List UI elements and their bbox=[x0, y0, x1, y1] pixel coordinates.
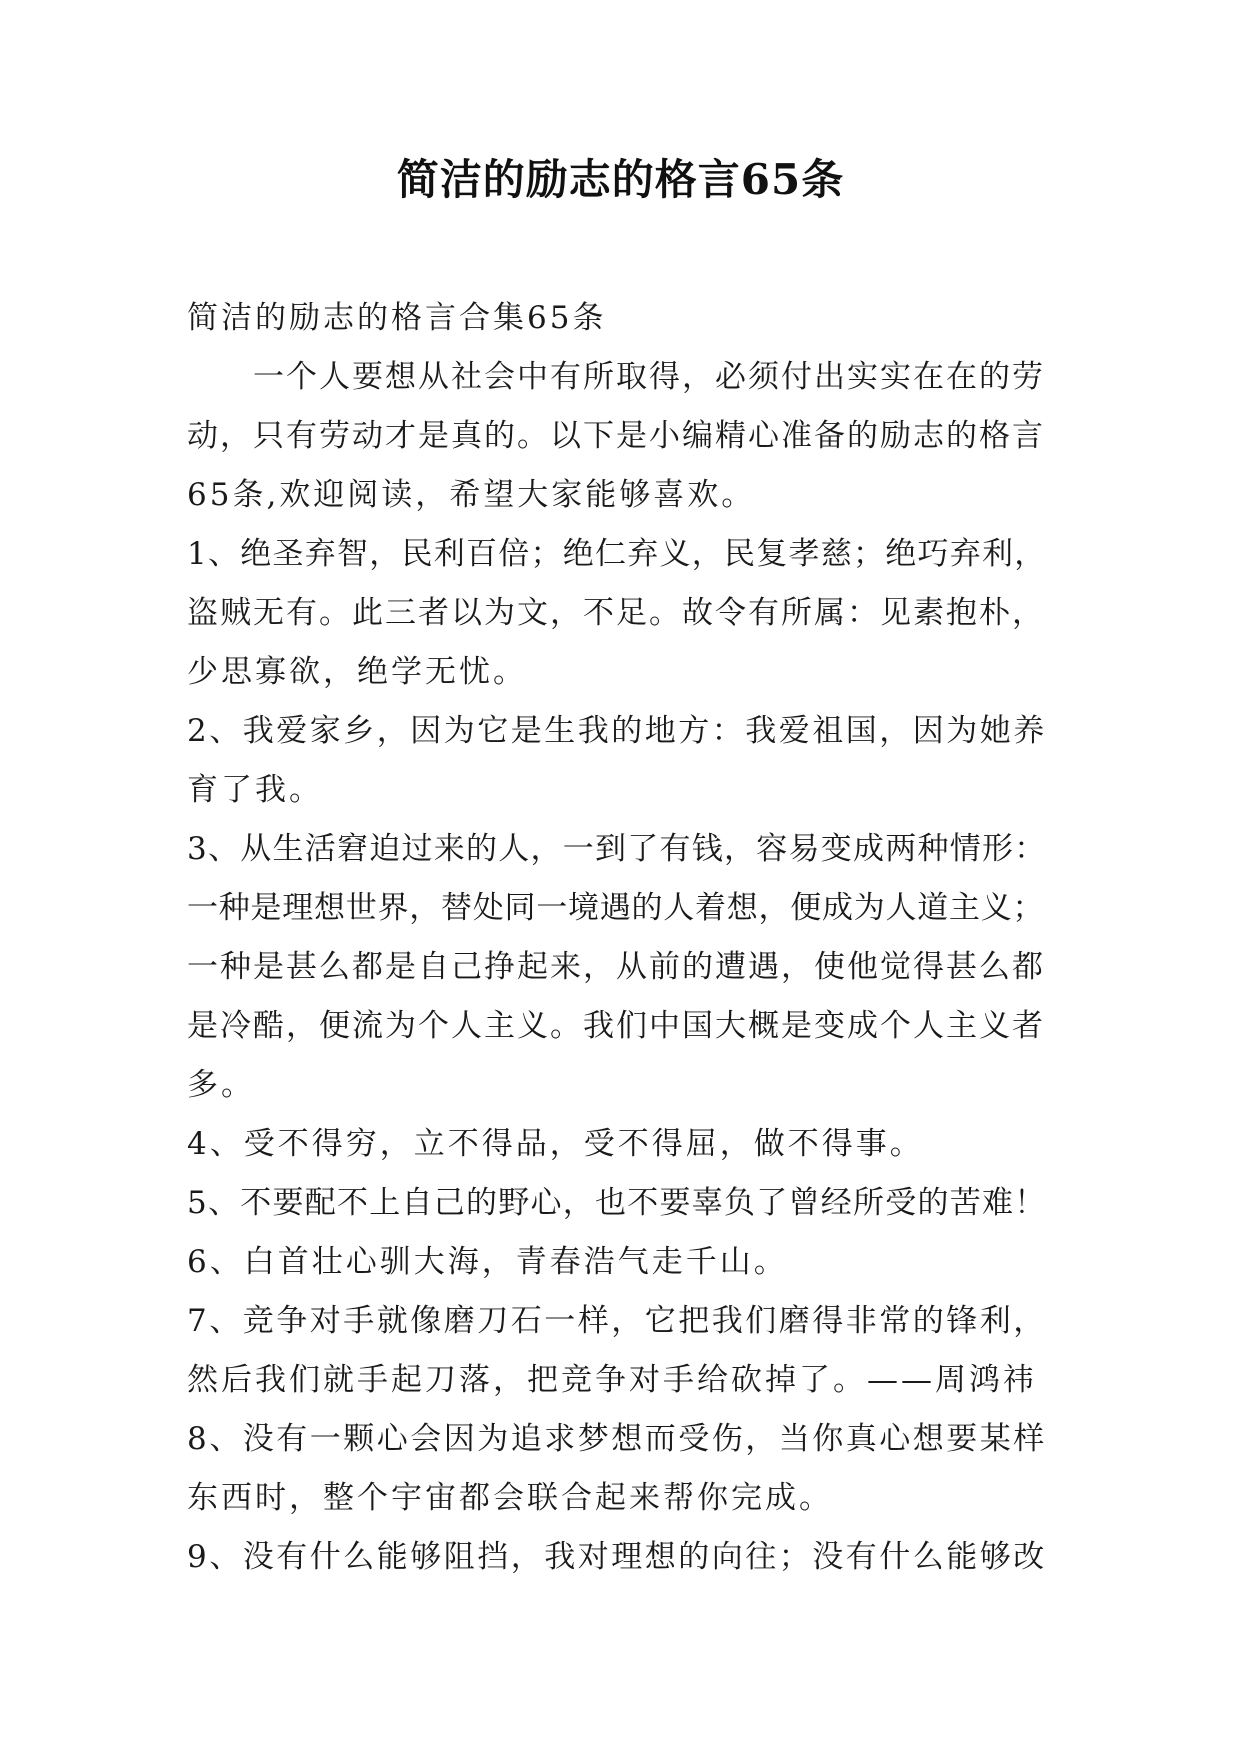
quote-line: 然后我们就手起刀落，把竞争对手给砍掉了。——周鸿祎 bbox=[187, 1362, 1037, 1398]
quote-line: 少思寡欲，绝学无忧。 bbox=[187, 654, 527, 690]
quote-line: 5、不要配不上自己的野心，也不要辜负了曾经所受的苦难！ bbox=[187, 1185, 1047, 1221]
quote-line: 3、从生活窘迫过来的人，一到了有钱，容易变成两种情形： bbox=[187, 831, 1047, 867]
intro-line: 65条,欢迎阅读，希望大家能够喜欢。 bbox=[187, 477, 756, 513]
quote-line: 东西时，整个宇宙都会联合起来帮你完成。 bbox=[187, 1480, 833, 1516]
document-title: 简洁的励志的格言65条 bbox=[396, 155, 845, 204]
quote-line: 一种是理想世界，替处同一境遇的人着想，便成为人道主义； bbox=[187, 890, 1045, 926]
quote-line: 9、没有什么能够阻挡，我对理想的向往；没有什么能够改 bbox=[187, 1539, 1047, 1575]
quote-line: 1、绝圣弃智，民利百倍；绝仁弃义，民复孝慈；绝巧弃利， bbox=[187, 536, 1047, 572]
quote-line: 7、竞争对手就像磨刀石一样，它把我们磨得非常的锋利， bbox=[187, 1303, 1047, 1339]
intro-line: 动，只有劳动才是真的。以下是小编精心准备的励志的格言 bbox=[187, 418, 1045, 454]
quote-line: 4、受不得穷，立不得品，受不得屈，做不得事。 bbox=[187, 1126, 924, 1162]
quote-line: 多。 bbox=[187, 1067, 255, 1103]
quote-line: 育了我。 bbox=[187, 772, 323, 808]
quote-line: 6、白首壮心驯大海，青春浩气走千山。 bbox=[187, 1244, 788, 1280]
document-body bbox=[187, 289, 1049, 1587]
quote-line: 一种是甚么都是自己挣起来，从前的遭遇，使他觉得甚么都 bbox=[187, 949, 1045, 985]
subtitle-line: 简洁的励志的格言合集65条 bbox=[187, 300, 607, 336]
quote-line: 2、我爱家乡，因为它是生我的地方：我爱祖国，因为她养 bbox=[187, 713, 1047, 749]
intro-line: 一个人要想从社会中有所取得，必须付出实实在在的劳 bbox=[253, 359, 1045, 395]
quote-line: 盗贼无有。此三者以为文，不足。故令有所属：见素抱朴， bbox=[187, 595, 1045, 631]
quote-line: 8、没有一颗心会因为追求梦想而受伤，当你真心想要某样 bbox=[187, 1421, 1047, 1457]
quote-line: 是冷酷，便流为个人主义。我们中国大概是变成个人主义者 bbox=[187, 1008, 1045, 1044]
